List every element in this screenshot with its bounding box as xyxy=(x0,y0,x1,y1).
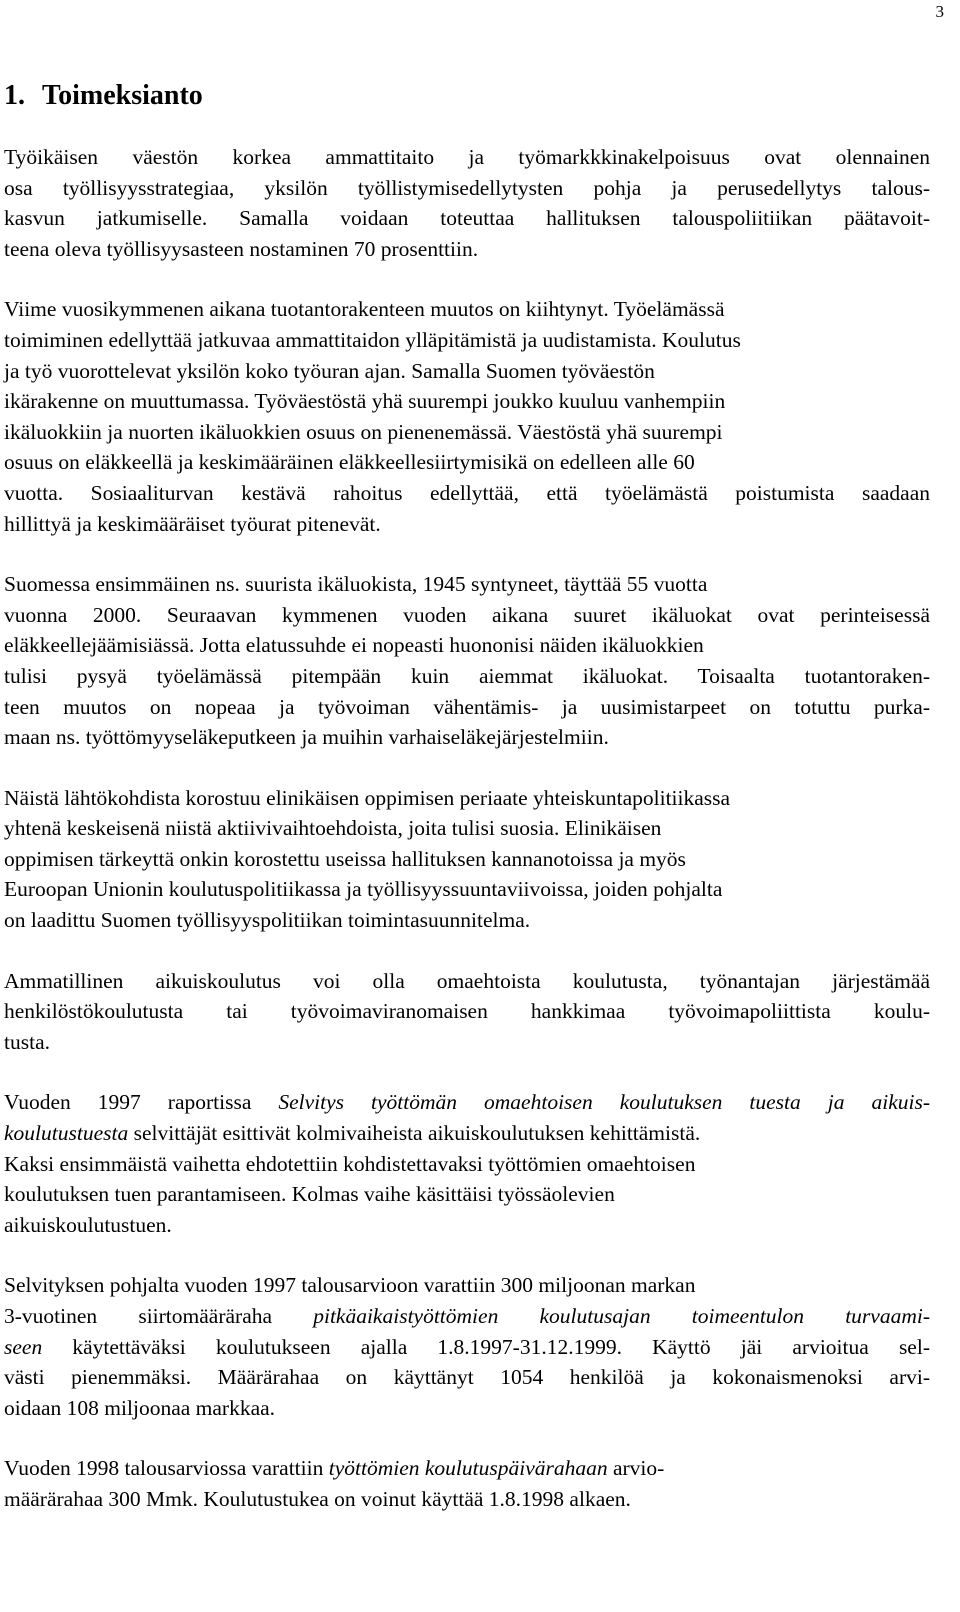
italic-text: seen xyxy=(4,1334,43,1359)
text-line xyxy=(4,630,930,661)
text-line xyxy=(4,1270,930,1301)
text-line xyxy=(4,509,930,540)
paragraph xyxy=(4,294,930,539)
text-run: Euroopan Unionin koulutuspolitiikassa ja työllisyyssuuntaviivoissa, joiden pohjalta xyxy=(4,877,723,902)
text-line xyxy=(4,1453,930,1484)
text-run: oidaan 108 miljoonaa markkaa. xyxy=(4,1395,276,1420)
paragraph xyxy=(4,1453,930,1514)
text-run: aikuiskoulutustuen. xyxy=(4,1212,172,1237)
paragraph xyxy=(4,142,930,264)
text-line xyxy=(4,1484,930,1515)
text-line xyxy=(4,905,930,936)
text-line xyxy=(4,234,930,265)
text-run: tulisi pysyä työelämässä pitempään kuin aiemmat ikäluokat. Toisaalta tuotantoraken- xyxy=(4,663,930,688)
paragraph xyxy=(4,783,930,936)
text-line xyxy=(4,1393,930,1424)
text-run: määrärahaa 300 Mmk. Koulutustukea on voinut käyttää 1.8.1998 alkaen. xyxy=(4,1486,631,1511)
text-run: koulutuksen tuen parantamiseen. Kolmas vaihe käsittäisi työssäolevien xyxy=(4,1182,615,1207)
text-line xyxy=(4,1362,930,1393)
text-line xyxy=(4,294,930,325)
text-run: kasvun jatkumiselle. Samalla voidaan toteuttaa hallituksen talouspoliitiikan päätavoit- xyxy=(4,206,930,231)
italic-text: työttömien koulutuspäivärahaan xyxy=(328,1456,608,1481)
text-line xyxy=(4,1332,930,1363)
text-run: osuus on eläkkeellä ja keskimääräinen eläkkeellesiirtymisikä on edelleen alle 60 xyxy=(4,450,695,475)
page-number: 3 xyxy=(935,2,944,21)
text-run: teena oleva työllisyysasteen nostaminen 70 prosenttiin. xyxy=(4,236,479,261)
text-run: Viime vuosikymmenen aikana tuotantorakenteen muutos on kiihtynyt. Työelämässä xyxy=(4,297,725,322)
text-line xyxy=(4,173,930,204)
text-line xyxy=(4,1301,930,1332)
text-line xyxy=(4,356,930,387)
paragraph xyxy=(4,1270,930,1423)
text-line xyxy=(4,722,930,753)
text-run: vuonna 2000. Seuraavan kymmenen vuoden aikana suuret ikäluokat ovat perinteisessä xyxy=(4,602,930,627)
text-run: Työikäisen väestön korkea ammattitaito ja työmarkkkinakelpoisuus ovat olennainen xyxy=(4,145,930,169)
text-line xyxy=(4,813,930,844)
text-line xyxy=(4,569,930,600)
text-line xyxy=(4,447,930,478)
text-run: tusta. xyxy=(4,1029,50,1054)
text-line xyxy=(4,966,930,997)
section-heading xyxy=(4,78,930,114)
text-run: ikäluokkiin ja nuorten ikäluokkien osuus on pienenemässä. Väestöstä yhä suurempi xyxy=(4,419,723,444)
text-run: Kaksi ensimmäistä vaihetta ehdotettiin kohdistettavaksi työttömien omaehtoisen xyxy=(4,1151,696,1176)
text-run: ikärakenne on muuttumassa. Työväestöstä yhä suurempi joukko kuuluu vanhempiin xyxy=(4,389,726,414)
text-run: selvittäjät esittivät kolmivaiheista aikuiskoulutuksen kehittämistä. xyxy=(128,1121,701,1146)
text-line xyxy=(4,692,930,723)
paragraph-list xyxy=(4,142,930,1515)
italic-text: pitkäaikaistyöttömien koulutusajan toimeentulon turvaami- xyxy=(313,1304,930,1328)
text-line xyxy=(4,1087,930,1118)
text-run: käytettäväksi koulutukseen ajalla 1.8.1997-31.12.1999. Käyttö jäi arvioitua sel- xyxy=(42,1334,930,1359)
text-run: oppimisen tärkeyttä onkin korostettu useissa hallituksen kannanotoissa ja myös xyxy=(4,846,686,871)
text-line xyxy=(4,1118,930,1149)
section-number: 1. xyxy=(4,80,25,111)
text-run: henkilöstökoulutusta tai työvoimaviranomaisen hankkimaa työvoimapoliittista koulu- xyxy=(4,999,930,1024)
text-line xyxy=(4,142,930,173)
text-line xyxy=(4,600,930,631)
text-line xyxy=(4,386,930,417)
paragraph xyxy=(4,1087,930,1240)
text-line xyxy=(4,783,930,814)
text-run: on laadittu Suomen työllisyyspolitiikan toimintasuunnitelma. xyxy=(4,908,531,933)
text-run: toimiminen edellyttää jatkuvaa ammattitaidon ylläpitämistä ja uudistamista. Koulutus xyxy=(4,327,741,352)
italic-text: koulutustuesta xyxy=(4,1121,129,1146)
text-run: Näistä lähtökohdista korostuu elinikäisen oppimisen periaate yhteiskuntapolitiikassa xyxy=(4,785,731,810)
text-run: arvio- xyxy=(607,1456,665,1481)
text-run: ja työ vuorottelevat yksilön koko työuran ajan. Samalla Suomen työväestön xyxy=(4,358,655,383)
text-line xyxy=(4,844,930,875)
text-line xyxy=(4,1179,930,1210)
text-line xyxy=(4,417,930,448)
text-line xyxy=(4,996,930,1027)
text-run: Vuoden 1998 talousarviossa varattiin xyxy=(4,1456,329,1481)
text-run: teen muutos on nopeaa ja työvoiman vähentämis- ja uusimistarpeet on totuttu purka- xyxy=(4,694,930,719)
text-run: hillittyä ja keskimääräiset työurat pitenevät. xyxy=(4,511,381,536)
text-line xyxy=(4,203,930,234)
text-run: vuotta. Sosiaaliturvan kestävä rahoitus edellyttää, että työelämästä poistumista saadaan xyxy=(4,480,930,505)
text-run: Suomessa ensimmäinen ns. suurista ikäluokista, 1945 syntyneet, täyttää 55 vuotta xyxy=(4,572,708,597)
text-run: Selvityksen pohjalta vuoden 1997 talousarvioon varattiin 300 miljoonan markan xyxy=(4,1273,696,1298)
text-line xyxy=(4,1210,930,1241)
text-run: yhtenä keskeisenä niistä aktiivivaihtoehdoista, joita tulisi suosia. Elinikäisen xyxy=(4,816,662,841)
text-run: västi pienemmäksi. Määrärahaa on käyttänyt 1054 henkilöä ja kokonaismenoksi arvi- xyxy=(4,1365,930,1390)
text-line xyxy=(4,661,930,692)
text-run: 3-vuotinen siirtomääräraha xyxy=(4,1304,314,1328)
text-run: maan ns. työttömyyseläkeputkeen ja muihin varhaiseläkejärjestelmiin. xyxy=(4,725,609,750)
text-line xyxy=(4,478,930,509)
text-line xyxy=(4,1027,930,1058)
text-run: osa työllisyysstrategiaa, yksilön työllistymisedellytysten pohja ja perusedellytys talous- xyxy=(4,175,930,200)
text-line xyxy=(4,874,930,905)
section-title: Toimeksianto xyxy=(42,80,203,111)
text-line xyxy=(4,325,930,356)
text-run: Ammatillinen aikuiskoulutus voi olla omaehtoista koulutusta, työnantajan järjestämää xyxy=(4,968,930,993)
italic-text: Selvitys työttömän omaehtoisen koulutuksen tuesta ja aikuis- xyxy=(278,1090,930,1115)
paragraph xyxy=(4,569,930,753)
text-line xyxy=(4,1149,930,1180)
paragraph xyxy=(4,966,930,1058)
document-body xyxy=(4,78,930,1545)
text-run: Vuoden 1997 raportissa xyxy=(4,1090,279,1115)
text-run: eläkkeellejäämisiässä. Jotta elatussuhde ei nopeasti huononisi näiden ikäluokkien xyxy=(4,633,704,658)
